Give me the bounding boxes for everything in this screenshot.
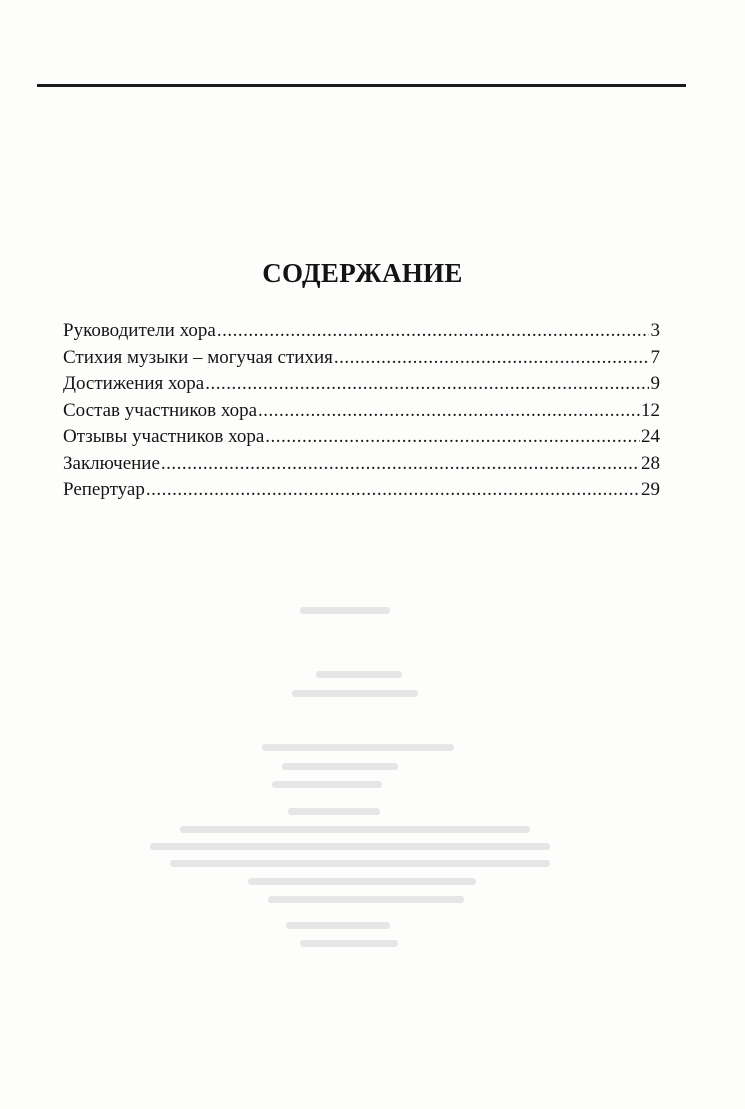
- toc-entry: [63, 451, 660, 478]
- toc-entry-title: Репертуар: [63, 479, 145, 500]
- toc-entry: [63, 318, 660, 345]
- toc-dot-leader: [205, 371, 649, 398]
- toc-entry: [63, 477, 660, 504]
- toc-dot-leader: [334, 345, 649, 372]
- toc-page-number: 3: [650, 320, 660, 341]
- table-of-contents: [63, 318, 660, 504]
- header-rule: [37, 84, 686, 87]
- toc-dot-leader: [265, 424, 640, 451]
- toc-page-number: 7: [650, 346, 660, 368]
- toc-page-number: 29: [641, 479, 660, 500]
- toc-entry-title: Достижения хора: [63, 373, 205, 394]
- toc-entry: [63, 345, 660, 372]
- toc-entry: [63, 424, 660, 451]
- toc-entry-title: Отзывы участников хора: [63, 426, 265, 447]
- toc-page-number: 9: [650, 373, 660, 394]
- toc-page-number: 12: [641, 399, 660, 421]
- toc-entry-title: Руководители хора: [63, 320, 216, 341]
- toc-entry: [63, 371, 660, 398]
- toc-entry-title: Заключение: [63, 452, 160, 474]
- toc-dot-leader: [146, 477, 640, 504]
- toc-entry: [63, 398, 660, 425]
- toc-dot-leader: [161, 451, 640, 478]
- toc-page-number: 24: [641, 426, 660, 447]
- toc-dot-leader: [258, 398, 640, 425]
- toc-entry-title: Состав участников хора: [63, 399, 258, 421]
- toc-entry-title: Стихия музыки – могучая стихия: [63, 346, 333, 368]
- toc-page-number: 28: [641, 452, 660, 474]
- page-title: СОДЕРЖАНИЕ: [262, 258, 463, 288]
- toc-dot-leader: [217, 318, 649, 345]
